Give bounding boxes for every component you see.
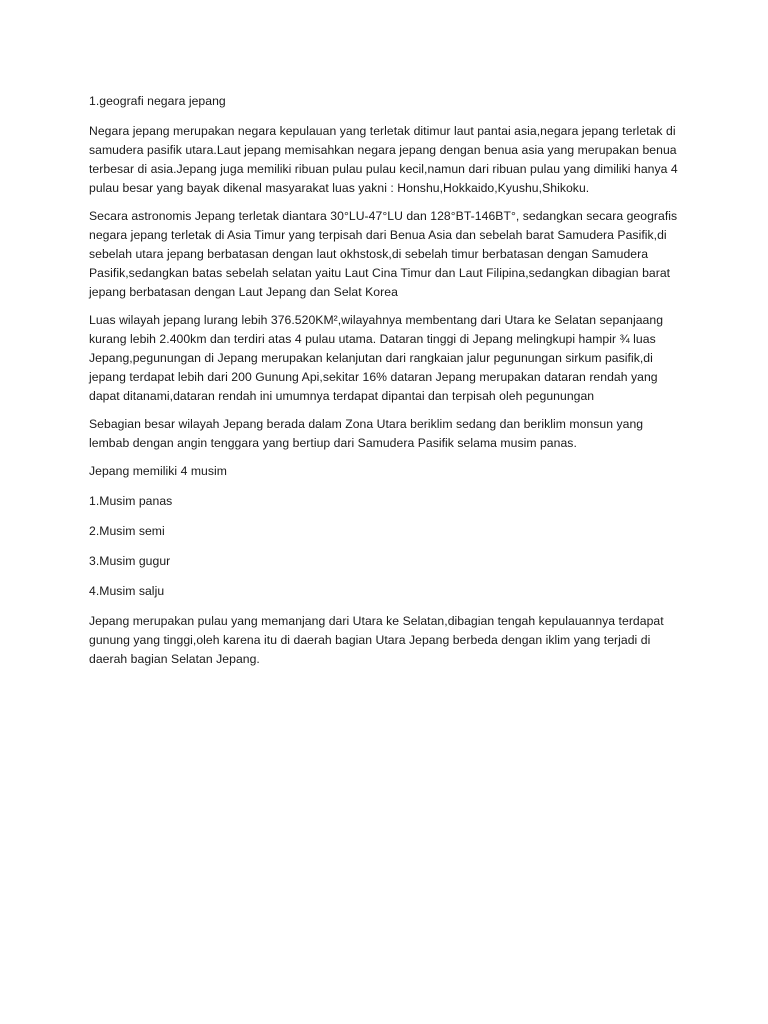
paragraph-astronomy: Secara astronomis Jepang terletak diantara 30°LU-47°LU dan 128°BT-146BT°, sedangkan secara geografis negara jepang terletak di Asia Timur yang terpisah dari Benua Asia dan sebelah barat Samudera Pasifik,di sebelah utara jepang berbatasan dengan laut okhstosk,di sebelah timur berbatasan dengan Samudera Pasifik,sedangkan batas sebelah selatan yaitu Laut Cina Timur dan Laut Filipina,sedangkan dibagian barat jepang berbatasan dengan Laut Jepang dan Selat Korea — [89, 209, 678, 299]
season-item: 4.Musim salju — [89, 584, 165, 598]
paragraph-overview: Negara jepang merupakan negara kepulauan yang terletak ditimur laut pantai asia,negara jepang terletak di samudera pasifik utara.Laut jepang memisahkan negara jepang dengan benua asia yang merupakan benua terbesar di asia.Jepang juga memiliki ribuan pulau pulau kecil,namun dari ribuan pulau yang dimiliki hanya 4 pulau besar yang bayak dikenal masyarakat luas yakni : Honshu,Hokkaido,Kyushu,Shikoku. — [89, 124, 678, 195]
season-item: 1.Musim panas — [89, 494, 173, 508]
season-item: 2.Musim semi — [89, 524, 165, 538]
paragraph-closing: Jepang merupakan pulau yang memanjang dari Utara ke Selatan,dibagian tengah kepulauannya terdapat gunung yang tinggi,oleh karena itu di daerah bagian Utara Jepang berbeda dengan iklim yang terjadi di daerah bagian Selatan Jepang. — [89, 614, 664, 666]
season-item: 3.Musim gugur — [89, 554, 171, 568]
paragraph-climate: Sebagian besar wilayah Jepang berada dalam Zona Utara beriklim sedang dan beriklim monsun yang lembab dengan angin tenggara yang bertiup dari Samudera Pasifik selama musim panas. — [89, 417, 644, 450]
section-heading: 1.geografi negara jepang — [89, 94, 226, 108]
seasons-intro: Jepang memiliki 4 musim — [89, 464, 227, 478]
paragraph-area: Luas wilayah jepang lurang lebih 376.520KM²,wilayahnya membentang dari Utara ke Selatan sepanjaang kurang lebih 2.400km dan terdiri atas 4 pulau utama. Dataran tinggi di Jepang melingkupi hampir ¾ luas Jepang,pegunungan di Jepang merupakan kelanjutan dari rangkaian jalur pegunungan sirkum pasifik,di jepang terdapat lebih dari 200 Gunung Api,sekitar 16% dataran Jepang merupakan dataran rendah yang dapat ditanami,dataran rendah ini umumnya terdapat dipantai dan terpisah oleh pegunungan — [89, 313, 664, 403]
document-body — [89, 92, 679, 678]
